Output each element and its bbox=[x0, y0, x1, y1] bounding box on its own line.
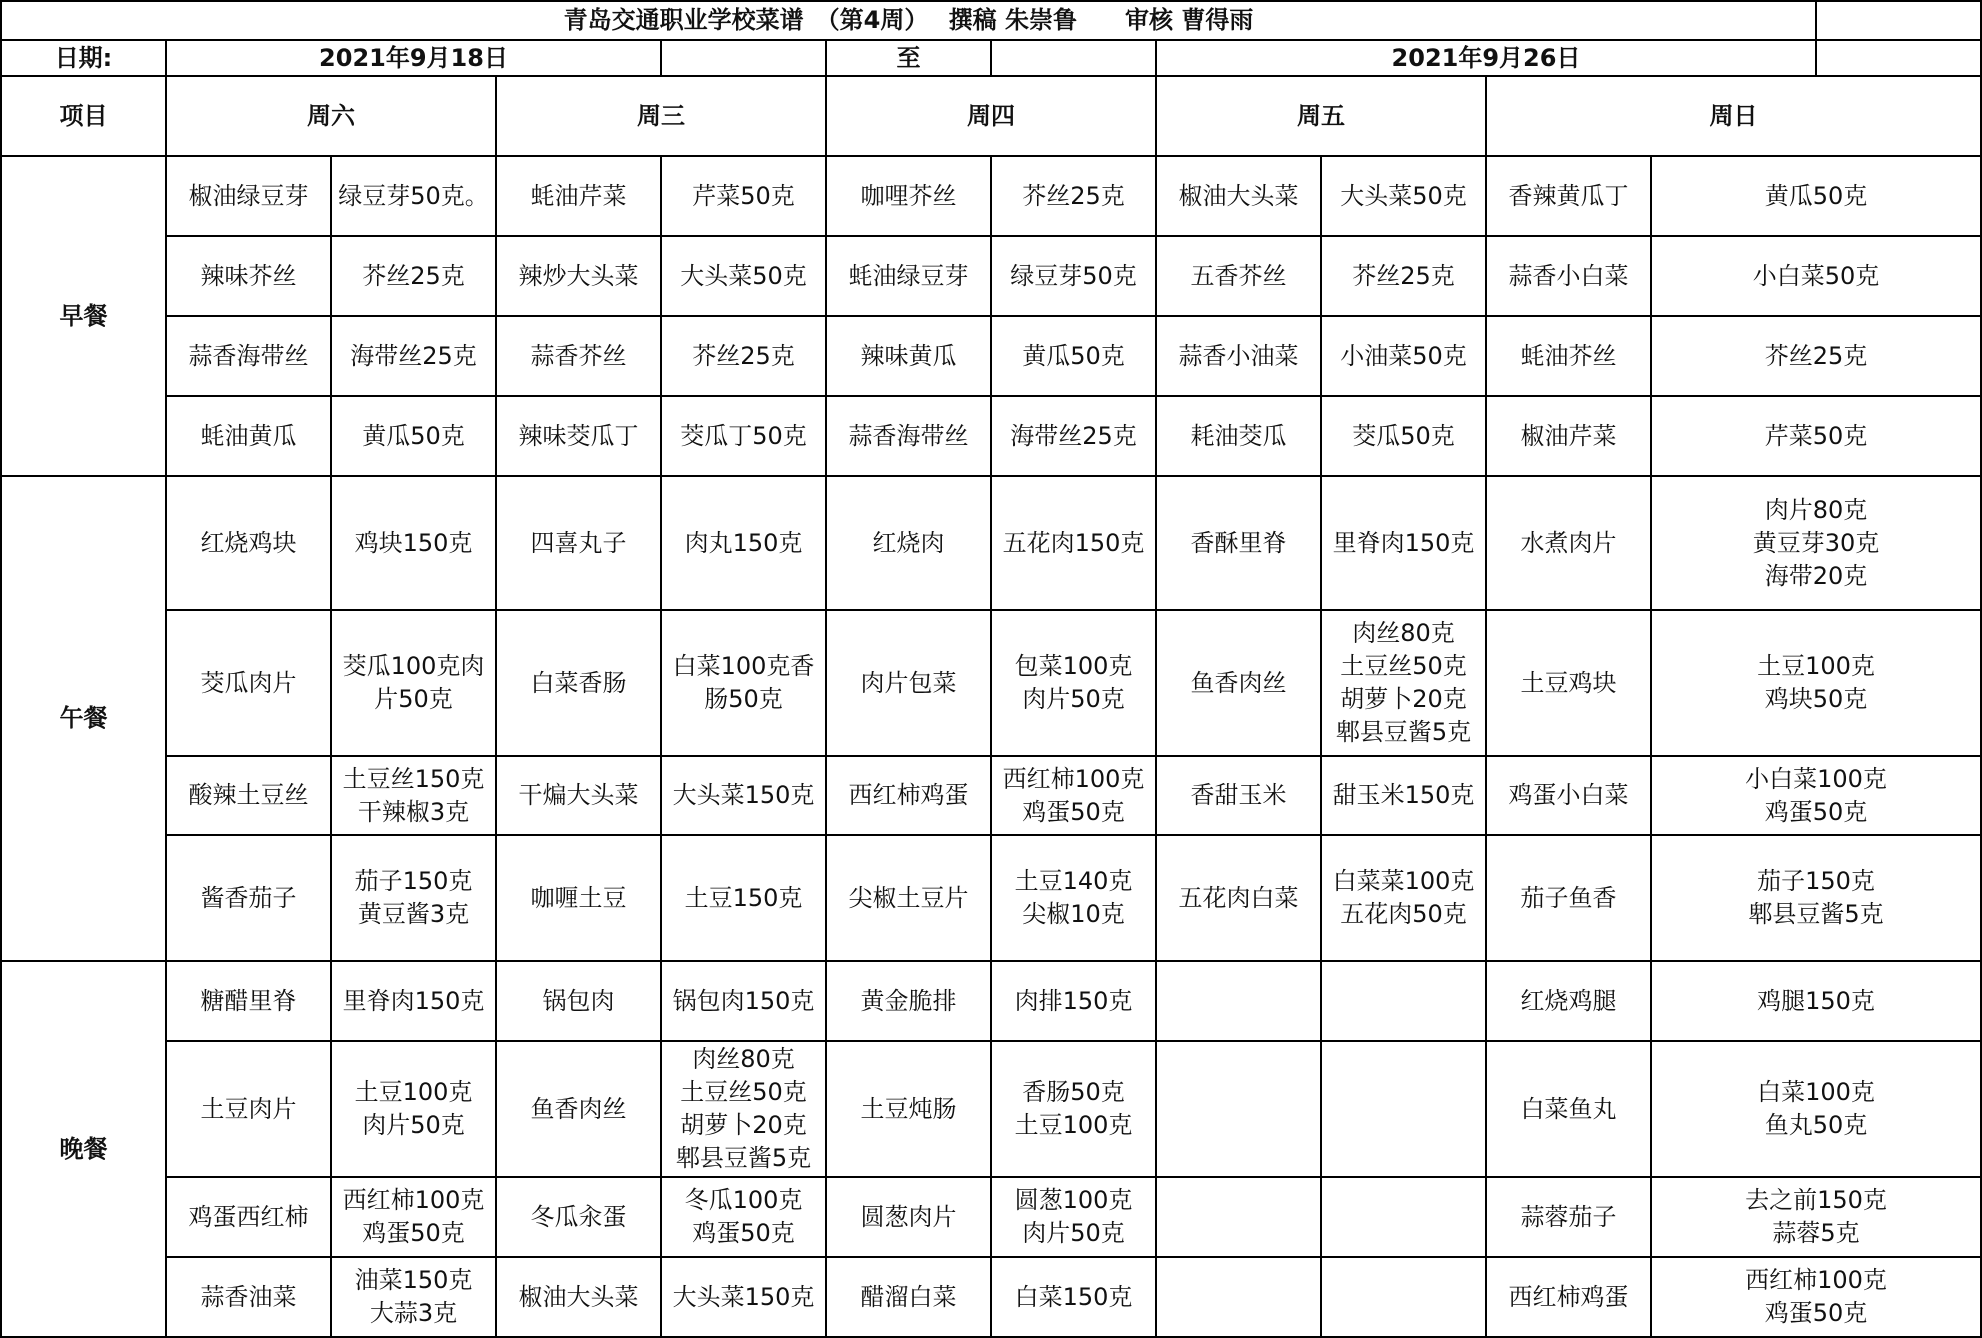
dish-name: 蒜香海带丝 bbox=[166, 316, 331, 396]
ingredients: 锅包肉150克 bbox=[661, 961, 826, 1041]
day-header: 周三 bbox=[496, 76, 826, 156]
dish-name: 蒜香小油菜 bbox=[1156, 316, 1321, 396]
dish-name: 西红柿鸡蛋 bbox=[826, 756, 991, 835]
dish-name: 五花肉白菜 bbox=[1156, 835, 1321, 961]
dish-name: 蒜香小白菜 bbox=[1486, 236, 1651, 316]
dish-name: 蚝油芥丝 bbox=[1486, 316, 1651, 396]
ingredients: 大头菜150克 bbox=[661, 1257, 826, 1337]
dish-name: 土豆肉片 bbox=[166, 1041, 331, 1177]
dish-name: 椒油绿豆芽 bbox=[166, 156, 331, 236]
ingredients: 去之前150克 蒜蓉5克 bbox=[1651, 1177, 1981, 1257]
dish-name: 鸡蛋西红柿 bbox=[166, 1177, 331, 1257]
dish-name: 酱香茄子 bbox=[166, 835, 331, 961]
dish-name: 咖哩芥丝 bbox=[826, 156, 991, 236]
day-header: 周四 bbox=[826, 76, 1156, 156]
ingredients: 绿豆芽50克。 bbox=[331, 156, 496, 236]
meal-label: 早餐 bbox=[1, 156, 166, 476]
dish-name: 蒜蓉茄子 bbox=[1486, 1177, 1651, 1257]
dish-name: 锅包肉 bbox=[496, 961, 661, 1041]
dish-name: 五香芥丝 bbox=[1156, 236, 1321, 316]
empty-cell bbox=[1321, 1257, 1486, 1337]
ingredients: 芥丝25克 bbox=[1651, 316, 1981, 396]
date-row bbox=[1, 40, 1981, 76]
ingredients: 肉丝80克 土豆丝50克 胡萝卜20克 郫县豆酱5克 bbox=[661, 1041, 826, 1177]
ingredients: 油菜150克 大蒜3克 bbox=[331, 1257, 496, 1337]
ingredients: 白菜100克 鱼丸50克 bbox=[1651, 1041, 1981, 1177]
ingredients: 黄瓜50克 bbox=[991, 316, 1156, 396]
ingredients: 里脊肉150克 bbox=[1321, 476, 1486, 610]
ingredients: 肉丸150克 bbox=[661, 476, 826, 610]
dish-name: 醋溜白菜 bbox=[826, 1257, 991, 1337]
ingredients: 肉排150克 bbox=[991, 961, 1156, 1041]
ingredients: 鸡块150克 bbox=[331, 476, 496, 610]
title-row bbox=[1, 1, 1981, 40]
ingredients: 海带丝25克 bbox=[991, 396, 1156, 476]
page-title: 青岛交通职业学校菜谱 （第4周） 撰稿 朱崇鲁 审核 曹得雨 bbox=[1, 1, 1816, 40]
ingredients: 芥丝25克 bbox=[991, 156, 1156, 236]
ingredients: 芥丝25克 bbox=[331, 236, 496, 316]
dish-name: 红烧肉 bbox=[826, 476, 991, 610]
empty-cell bbox=[1321, 1177, 1486, 1257]
ingredients: 圆葱100克 肉片50克 bbox=[991, 1177, 1156, 1257]
ingredients: 芥丝25克 bbox=[1321, 236, 1486, 316]
ingredients: 茭瓜丁50克 bbox=[661, 396, 826, 476]
ingredients: 小白菜50克 bbox=[1651, 236, 1981, 316]
dish-name: 香辣黄瓜丁 bbox=[1486, 156, 1651, 236]
empty-cell bbox=[661, 40, 826, 76]
empty-cell bbox=[1816, 40, 1981, 76]
dish-name: 辣味茭瓜丁 bbox=[496, 396, 661, 476]
start-date: 2021年9月18日 bbox=[166, 40, 661, 76]
dish-name: 椒油大头菜 bbox=[496, 1257, 661, 1337]
dish-name: 蒜香海带丝 bbox=[826, 396, 991, 476]
dish-name: 辣炒大头菜 bbox=[496, 236, 661, 316]
dish-name: 耗油茭瓜 bbox=[1156, 396, 1321, 476]
ingredients: 西红柿100克 鸡蛋50克 bbox=[991, 756, 1156, 835]
day-header: 周日 bbox=[1486, 76, 1981, 156]
ingredients: 西红柿100克 鸡蛋50克 bbox=[1651, 1257, 1981, 1337]
dish-name: 西红柿鸡蛋 bbox=[1486, 1257, 1651, 1337]
menu-row bbox=[1, 835, 1981, 961]
dish-name: 肉片包菜 bbox=[826, 610, 991, 756]
menu-row bbox=[1, 610, 1981, 756]
meal-label: 午餐 bbox=[1, 476, 166, 961]
ingredients: 包菜100克 肉片50克 bbox=[991, 610, 1156, 756]
menu-row bbox=[1, 396, 1981, 476]
ingredients: 肉片80克 黄豆芽30克 海带20克 bbox=[1651, 476, 1981, 610]
menu-row bbox=[1, 1041, 1981, 1177]
ingredients: 大头菜50克 bbox=[1321, 156, 1486, 236]
ingredients: 芹菜50克 bbox=[661, 156, 826, 236]
ingredients: 土豆丝150克 干辣椒3克 bbox=[331, 756, 496, 835]
dish-name: 香酥里脊 bbox=[1156, 476, 1321, 610]
ingredients: 芹菜50克 bbox=[1651, 396, 1981, 476]
ingredients: 土豆140克 尖椒10克 bbox=[991, 835, 1156, 961]
dish-name: 土豆炖肠 bbox=[826, 1041, 991, 1177]
empty-cell bbox=[1321, 1041, 1486, 1177]
dish-name: 蒜香油菜 bbox=[166, 1257, 331, 1337]
menu-row bbox=[1, 961, 1981, 1041]
ingredients: 肉丝80克 土豆丝50克 胡萝卜20克 郫县豆酱5克 bbox=[1321, 610, 1486, 756]
empty-cell bbox=[1156, 1041, 1321, 1177]
empty-cell bbox=[1321, 961, 1486, 1041]
empty-cell bbox=[991, 40, 1156, 76]
dish-name: 红烧鸡块 bbox=[166, 476, 331, 610]
ingredients: 冬瓜100克 鸡蛋50克 bbox=[661, 1177, 826, 1257]
dish-name: 咖喱土豆 bbox=[496, 835, 661, 961]
ingredients: 白菜菜100克 五花肉50克 bbox=[1321, 835, 1486, 961]
date-label: 日期: bbox=[1, 40, 166, 76]
dish-name: 冬瓜汆蛋 bbox=[496, 1177, 661, 1257]
ingredients: 小白菜100克 鸡蛋50克 bbox=[1651, 756, 1981, 835]
menu-row bbox=[1, 156, 1981, 236]
ingredients: 里脊肉150克 bbox=[331, 961, 496, 1041]
dish-name: 辣味黄瓜 bbox=[826, 316, 991, 396]
dish-name: 酸辣土豆丝 bbox=[166, 756, 331, 835]
dish-name: 水煮肉片 bbox=[1486, 476, 1651, 610]
ingredients: 土豆100克 肉片50克 bbox=[331, 1041, 496, 1177]
dish-name: 白菜香肠 bbox=[496, 610, 661, 756]
dish-name: 白菜鱼丸 bbox=[1486, 1041, 1651, 1177]
ingredients: 白菜150克 bbox=[991, 1257, 1156, 1337]
day-header: 周五 bbox=[1156, 76, 1486, 156]
day-header: 周六 bbox=[166, 76, 496, 156]
dish-name: 尖椒土豆片 bbox=[826, 835, 991, 961]
dish-name: 干煸大头菜 bbox=[496, 756, 661, 835]
dish-name: 黄金脆排 bbox=[826, 961, 991, 1041]
ingredients: 小油菜50克 bbox=[1321, 316, 1486, 396]
ingredients: 芥丝25克 bbox=[661, 316, 826, 396]
ingredients: 大头菜150克 bbox=[661, 756, 826, 835]
dish-name: 鸡蛋小白菜 bbox=[1486, 756, 1651, 835]
empty-cell bbox=[1156, 1177, 1321, 1257]
dish-name: 椒油芹菜 bbox=[1486, 396, 1651, 476]
dish-name: 椒油大头菜 bbox=[1156, 156, 1321, 236]
dish-name: 鱼香肉丝 bbox=[1156, 610, 1321, 756]
dish-name: 土豆鸡块 bbox=[1486, 610, 1651, 756]
ingredients: 鸡腿150克 bbox=[1651, 961, 1981, 1041]
dish-name: 红烧鸡腿 bbox=[1486, 961, 1651, 1041]
dish-name: 糖醋里脊 bbox=[166, 961, 331, 1041]
ingredients: 黄瓜50克 bbox=[1651, 156, 1981, 236]
ingredients: 土豆150克 bbox=[661, 835, 826, 961]
day-header-row bbox=[1, 76, 1981, 156]
dish-name: 蒜香芥丝 bbox=[496, 316, 661, 396]
item-label: 项目 bbox=[1, 76, 166, 156]
dish-name: 辣味芥丝 bbox=[166, 236, 331, 316]
menu-row bbox=[1, 476, 1981, 610]
dish-name: 四喜丸子 bbox=[496, 476, 661, 610]
dish-name: 蚝油芹菜 bbox=[496, 156, 661, 236]
ingredients: 海带丝25克 bbox=[331, 316, 496, 396]
ingredients: 西红柿100克 鸡蛋50克 bbox=[331, 1177, 496, 1257]
dish-name: 蚝油黄瓜 bbox=[166, 396, 331, 476]
dish-name: 蚝油绿豆芽 bbox=[826, 236, 991, 316]
menu-row bbox=[1, 236, 1981, 316]
ingredients: 大头菜50克 bbox=[661, 236, 826, 316]
ingredients: 黄瓜50克 bbox=[331, 396, 496, 476]
dish-name: 圆葱肉片 bbox=[826, 1177, 991, 1257]
menu-row bbox=[1, 316, 1981, 396]
ingredients: 五花肉150克 bbox=[991, 476, 1156, 610]
menu-row bbox=[1, 756, 1981, 835]
ingredients: 茭瓜50克 bbox=[1321, 396, 1486, 476]
ingredients: 白菜100克香 肠50克 bbox=[661, 610, 826, 756]
ingredients: 茄子150克 郫县豆酱5克 bbox=[1651, 835, 1981, 961]
empty-cell bbox=[1156, 1257, 1321, 1337]
menu-row bbox=[1, 1177, 1981, 1257]
dish-name: 茄子鱼香 bbox=[1486, 835, 1651, 961]
dish-name: 香甜玉米 bbox=[1156, 756, 1321, 835]
ingredients: 甜玉米150克 bbox=[1321, 756, 1486, 835]
dish-name: 茭瓜肉片 bbox=[166, 610, 331, 756]
end-date: 2021年9月26日 bbox=[1156, 40, 1816, 76]
ingredients: 茭瓜100克肉 片50克 bbox=[331, 610, 496, 756]
dish-name: 鱼香肉丝 bbox=[496, 1041, 661, 1177]
ingredients: 土豆100克 鸡块50克 bbox=[1651, 610, 1981, 756]
empty-cell bbox=[1816, 1, 1981, 40]
menu-row bbox=[1, 1257, 1981, 1337]
to-label: 至 bbox=[826, 40, 991, 76]
meal-label: 晚餐 bbox=[1, 961, 166, 1337]
ingredients: 绿豆芽50克 bbox=[991, 236, 1156, 316]
ingredients: 茄子150克 黄豆酱3克 bbox=[331, 835, 496, 961]
empty-cell bbox=[1156, 961, 1321, 1041]
ingredients: 香肠50克 土豆100克 bbox=[991, 1041, 1156, 1177]
